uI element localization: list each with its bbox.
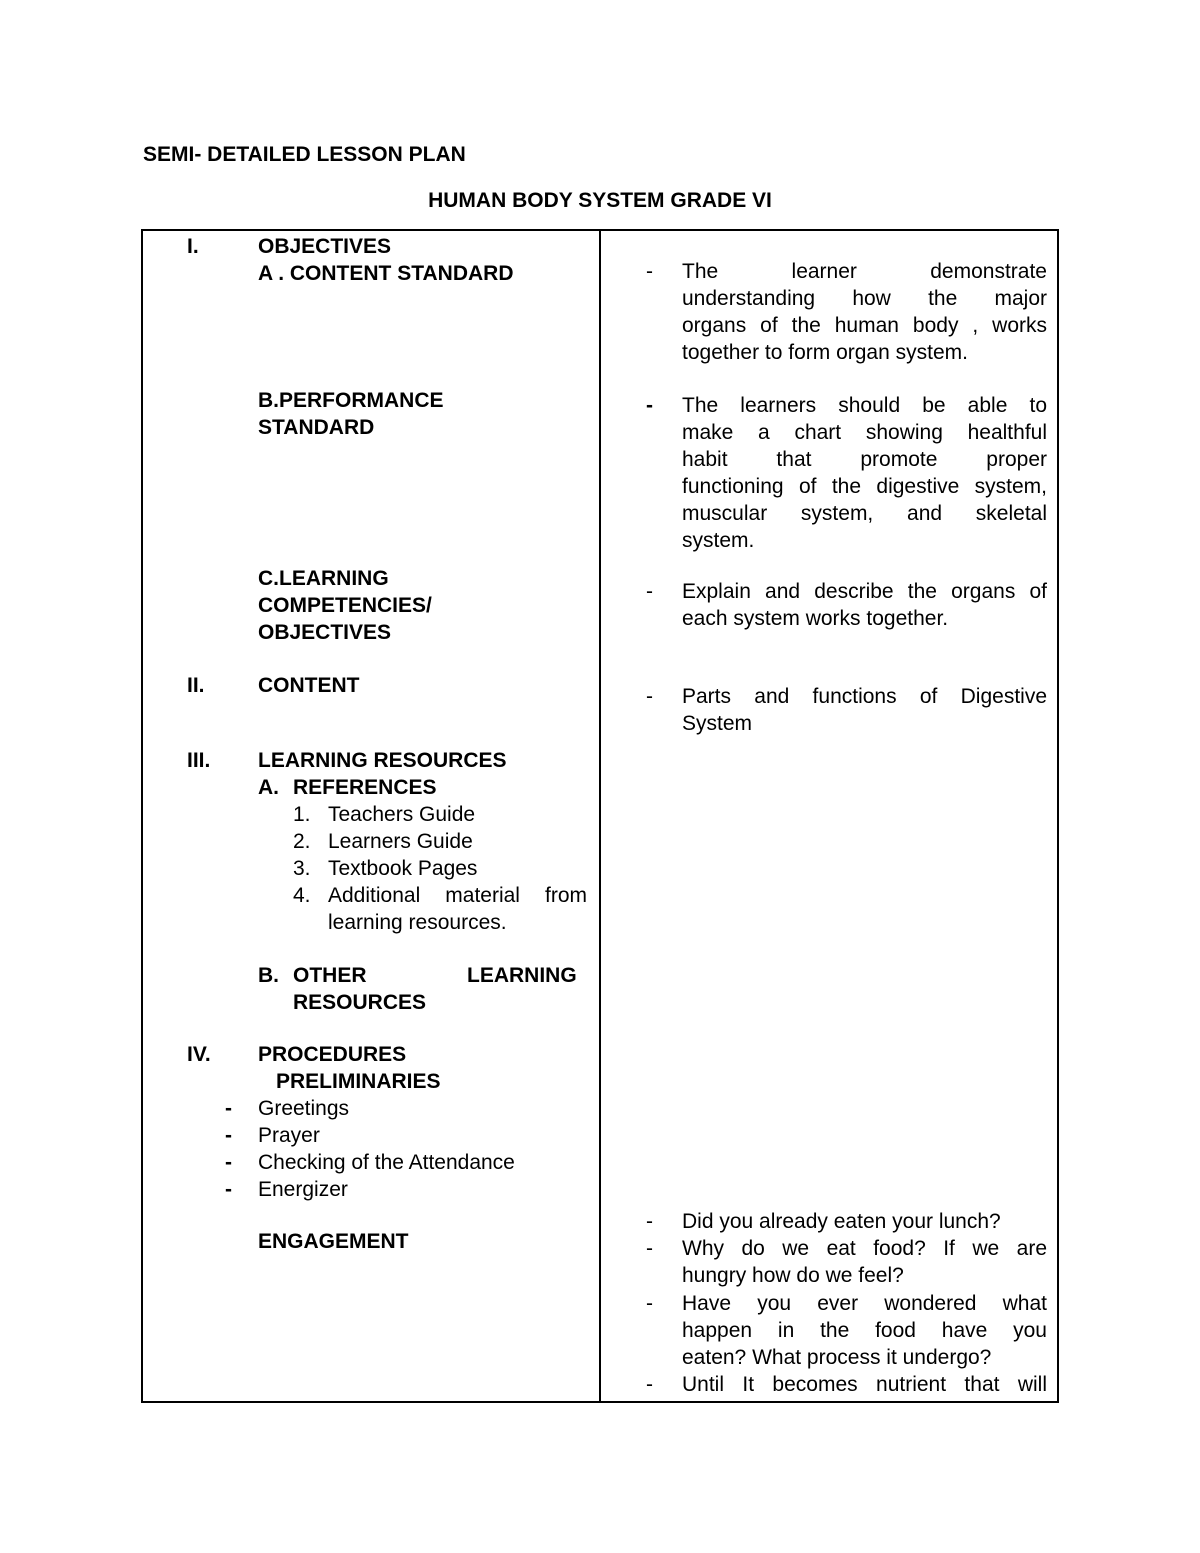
competencies-label: COMPETENCIES/ <box>258 594 432 617</box>
list-item: Learners Guide <box>328 830 473 853</box>
engagement-question <box>682 1371 1047 1398</box>
text-line: muscular system, and skeletal <box>682 502 1047 525</box>
list-item: Energizer <box>258 1178 348 1201</box>
section-number: I. <box>187 235 199 258</box>
other-resources-label: LEARNING <box>467 964 577 987</box>
references-letter: A. <box>258 776 279 799</box>
document-title: SEMI- DETAILED LESSON PLAN <box>143 143 466 166</box>
section-number: III. <box>187 749 211 772</box>
competencies-label: C.LEARNING <box>258 567 389 590</box>
performance-standard-label: STANDARD <box>258 416 375 439</box>
engagement-question <box>682 1290 1047 1371</box>
bullet-dash: - <box>225 1124 232 1147</box>
list-item: Additional material from <box>328 884 587 907</box>
text-line: happen in the food have you <box>682 1319 1047 1342</box>
references-title: REFERENCES <box>293 776 437 799</box>
text-line: Why do we eat food? If we are <box>682 1237 1047 1260</box>
list-item-continuation: learning resources. <box>328 911 507 934</box>
text-line: system. <box>682 529 755 552</box>
text-line: Explain and describe the organs of <box>682 580 1047 603</box>
engagement-question <box>682 1208 1047 1235</box>
performance-standard-text <box>682 392 1047 554</box>
text-line: together to form organ system. <box>682 341 968 364</box>
competencies-text <box>682 578 1047 632</box>
section-title-objectives: OBJECTIVES <box>258 235 392 258</box>
section-number: IV. <box>187 1043 211 1066</box>
text-line: Have you ever wondered what <box>682 1292 1047 1315</box>
text-line: The learners should be able to <box>682 394 1047 417</box>
text-line: understanding how the major <box>682 287 1047 310</box>
bullet-dash: - <box>646 260 653 283</box>
text-line: Did you already eaten your lunch? <box>682 1210 1001 1233</box>
text-line: System <box>682 712 753 735</box>
text-line: functioning of the digestive system, <box>682 475 1047 498</box>
text-line: Until It becomes nutrient that will <box>682 1373 1047 1396</box>
competencies-label: OBJECTIVES <box>258 621 392 644</box>
bullet-dash: - <box>646 1292 653 1315</box>
list-item-number: 2. <box>293 830 311 853</box>
list-item: Prayer <box>258 1124 320 1147</box>
text-line: The learner demonstrate <box>682 260 1047 283</box>
text-line: organs of the human body , works <box>682 314 1047 337</box>
table-column-divider <box>599 229 601 1403</box>
text-line: each system works together. <box>682 607 949 630</box>
bullet-dash: - <box>225 1151 232 1174</box>
list-item: Checking of the Attendance <box>258 1151 515 1174</box>
list-item: Greetings <box>258 1097 350 1120</box>
other-resources-label: RESOURCES <box>293 991 427 1014</box>
bullet-dash: - <box>646 1237 653 1260</box>
list-item: Teachers Guide <box>328 803 476 826</box>
section-title-learning-resources: LEARNING RESOURCES <box>258 749 507 772</box>
content-text <box>682 683 1047 737</box>
engagement-label: ENGAGEMENT <box>258 1230 409 1253</box>
list-item-number: 3. <box>293 857 311 880</box>
text-line: habit that promote proper <box>682 448 1047 471</box>
bullet-dash: - <box>646 1373 653 1396</box>
other-resources-letter: B. <box>258 964 279 987</box>
bullet-dash: - <box>646 685 653 708</box>
list-item-number: 4. <box>293 884 311 907</box>
bullet-dash: - <box>646 1210 653 1233</box>
bullet-dash: - <box>646 394 653 417</box>
content-standard-label: A . CONTENT STANDARD <box>258 262 514 285</box>
document-subtitle: HUMAN BODY SYSTEM GRADE VI <box>428 189 772 212</box>
performance-standard-label: B.PERFORMANCE <box>258 389 444 412</box>
text-line: hungry how do we feel? <box>682 1264 904 1287</box>
table-border-left <box>141 229 143 1403</box>
list-item: Textbook Pages <box>328 857 478 880</box>
list-item-number: 1. <box>293 803 311 826</box>
table-border-bottom <box>141 1401 1059 1403</box>
table-border-right <box>1057 229 1059 1403</box>
section-title-procedures: PROCEDURES <box>258 1043 407 1066</box>
text-line: eaten? What process it undergo? <box>682 1346 992 1369</box>
content-standard-text <box>682 258 1047 366</box>
section-title-content: CONTENT <box>258 674 360 697</box>
bullet-dash: - <box>225 1178 232 1201</box>
bullet-dash: - <box>225 1097 232 1120</box>
text-line: make a chart showing healthful <box>682 421 1047 444</box>
section-number: II. <box>187 674 205 697</box>
bullet-dash: - <box>646 580 653 603</box>
text-line: Parts and functions of Digestive <box>682 685 1047 708</box>
preliminaries-label: PRELIMINARIES <box>276 1070 441 1093</box>
other-resources-label: OTHER <box>293 964 367 987</box>
engagement-question <box>682 1235 1047 1289</box>
